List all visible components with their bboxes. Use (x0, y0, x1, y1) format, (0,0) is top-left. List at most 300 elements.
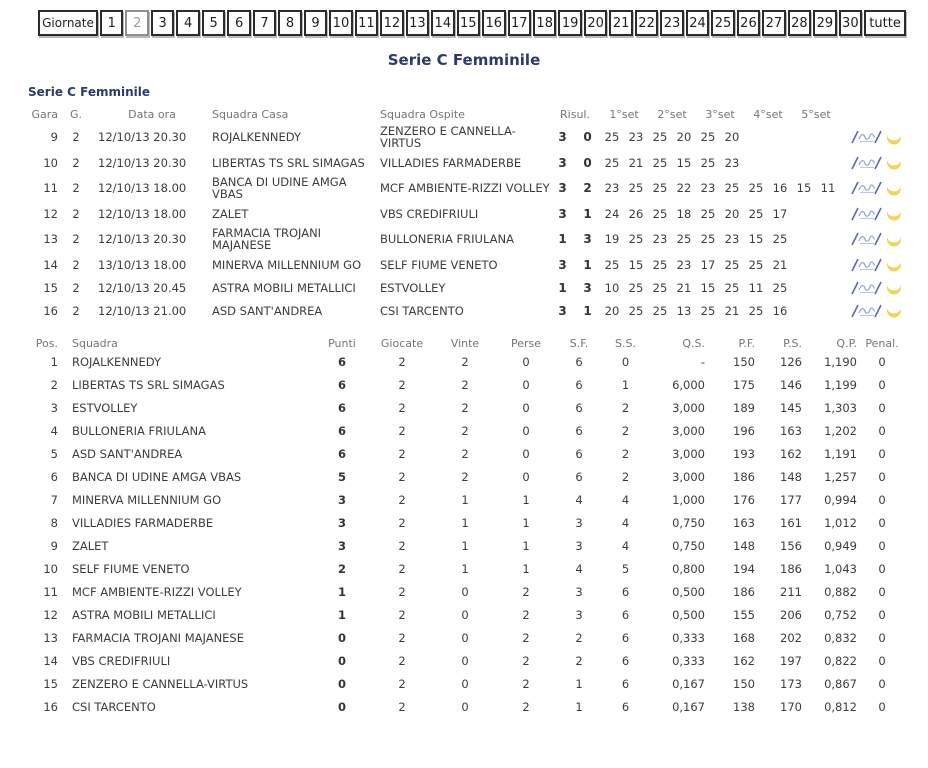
team-won: 2 (461, 400, 469, 415)
team-points-quotient: 0,867 (824, 676, 857, 691)
giornata-button[interactable]: 5 (202, 10, 225, 36)
set-score: 25 (772, 280, 788, 295)
match-giornata: 2 (72, 206, 80, 221)
team-sets-against: 5 (621, 561, 630, 576)
team-points: 1 (337, 584, 346, 599)
team-name: ZALET (72, 538, 109, 553)
away-team: ESTVOLLEY (380, 280, 446, 295)
match-datetime: 13/10/13 18.00 (98, 257, 187, 272)
team-name: BANCA DI UDINE AMGA VBAS (72, 469, 242, 484)
giornate-all-button[interactable]: tutte (864, 10, 906, 36)
set-score: 25 (700, 206, 716, 221)
result-home: 3 (558, 206, 567, 221)
team-sets-against: 2 (621, 469, 630, 484)
match-row (28, 227, 908, 251)
giornata-button[interactable]: 30 (839, 10, 862, 36)
team-points-for: 150 (733, 676, 755, 691)
team-points-quotient: 0,822 (824, 653, 857, 668)
team-played: 2 (398, 354, 406, 369)
team-points-quotient: 1,043 (824, 561, 857, 576)
team-points-quotient: 1,257 (824, 469, 857, 484)
team-points-against: 177 (780, 492, 802, 507)
team-lost: 2 (522, 653, 530, 668)
giornata-button[interactable]: 13 (406, 10, 429, 36)
team-lost: 0 (522, 377, 530, 392)
team-points-against: 170 (780, 699, 802, 714)
match-datetime: 12/10/13 20.45 (98, 280, 187, 295)
result-home: 3 (558, 155, 567, 170)
result-home: 1 (558, 232, 567, 246)
team-lost: 0 (522, 354, 530, 369)
team-points-quotient: 0,752 (824, 607, 857, 622)
header-qs: Q.S. (682, 337, 705, 350)
standings-row (28, 373, 913, 396)
team-points-for: 148 (733, 538, 755, 553)
team-position: 14 (43, 653, 58, 668)
header-sf: S.F. (569, 337, 589, 350)
giornata-button[interactable]: 8 (278, 10, 301, 36)
match-number: 10 (43, 155, 58, 170)
report-icon[interactable] (849, 156, 883, 170)
team-lost: 1 (522, 538, 530, 553)
team-sets-for: 6 (575, 400, 583, 415)
team-sets-for: 3 (575, 607, 583, 622)
team-position: 1 (50, 354, 58, 369)
team-position: 13 (43, 630, 58, 645)
set-score: 25 (652, 155, 668, 170)
standings-row (28, 534, 913, 557)
set-score: 25 (604, 155, 620, 170)
giornata-button[interactable]: 21 (609, 10, 632, 36)
match-datetime: 12/10/13 18.00 (98, 206, 187, 221)
result-away: 0 (583, 155, 592, 170)
match-number: 12 (43, 206, 58, 221)
team-set-quotient: 3,000 (672, 446, 705, 461)
team-lost: 2 (522, 607, 530, 622)
giornata-button[interactable]: 24 (686, 10, 709, 36)
team-name: ESTVOLLEY (72, 400, 138, 415)
team-played: 2 (398, 699, 406, 714)
team-penalties: 0 (878, 469, 886, 484)
giornata-button[interactable]: 3 (151, 10, 174, 36)
team-set-quotient: 3,000 (672, 400, 705, 415)
team-penalties: 0 (878, 561, 886, 576)
team-points: 6 (337, 354, 346, 369)
team-name: ROJALKENNEDY (72, 354, 162, 369)
set-score: 10 (604, 280, 620, 295)
team-sets-against: 4 (621, 492, 630, 507)
match-icons (840, 232, 902, 247)
giornata-button[interactable]: 26 (737, 10, 760, 36)
match-number: 16 (43, 303, 58, 318)
away-team: BULLONERIA FRIULANA (380, 232, 514, 246)
set-score: 18 (676, 206, 692, 221)
team-played: 2 (398, 676, 406, 691)
results-table (28, 108, 908, 320)
team-set-quotient: 3,000 (672, 423, 705, 438)
team-name: FARMACIA TROJANI MAJANESE (72, 630, 245, 645)
team-penalties: 0 (878, 515, 886, 530)
set-score: 25 (652, 303, 668, 318)
team-sets-against: 6 (621, 584, 630, 599)
header-set1: 1°set (609, 108, 639, 121)
volleyball-icon (886, 280, 902, 295)
match-row (28, 278, 908, 297)
match-row (28, 125, 908, 149)
header-data-ora: Data ora (128, 108, 176, 121)
team-lost: 0 (522, 446, 530, 461)
set-score: 25 (652, 130, 668, 144)
giornata-button[interactable]: 18 (533, 10, 556, 36)
set-score: 23 (724, 232, 740, 246)
away-team: SELF FIUME VENETO (380, 257, 498, 272)
set-score: 24 (604, 206, 620, 221)
team-lost: 1 (522, 492, 530, 507)
header-giocate: Giocate (380, 337, 424, 350)
results-header-row (28, 108, 908, 121)
team-won: 2 (461, 423, 469, 438)
team-points: 0 (337, 630, 346, 645)
set-score: 17 (772, 206, 788, 221)
team-played: 2 (398, 469, 406, 484)
team-set-quotient: 0,167 (672, 676, 705, 691)
team-name: VILLADIES FARMADERBE (72, 515, 214, 530)
team-points-against: 206 (780, 607, 802, 622)
report-icon[interactable] (849, 232, 883, 246)
set-score: 15 (676, 155, 692, 170)
report-icon[interactable] (849, 207, 883, 221)
giornata-button[interactable]: 25 (711, 10, 734, 36)
away-team: VILLADIES FARMADERBE (380, 155, 522, 170)
match-number: 11 (43, 181, 58, 195)
header-squadra-casa: Squadra Casa (212, 107, 289, 121)
set-score: 25 (700, 130, 716, 144)
team-points: 6 (337, 423, 346, 438)
team-sets-for: 1 (575, 676, 583, 691)
set-score: 23 (724, 155, 740, 170)
team-sets-against: 4 (621, 538, 630, 553)
team-position: 12 (43, 607, 58, 622)
team-played: 2 (398, 400, 406, 415)
team-name: ZENZERO E CANNELLA-VIRTUS (72, 676, 249, 691)
set-score: 25 (724, 181, 740, 195)
set-score: 15 (796, 181, 812, 195)
set-score: 15 (748, 232, 764, 246)
team-sets-for: 6 (575, 423, 583, 438)
set-score: 23 (676, 257, 692, 272)
report-icon[interactable] (849, 281, 883, 295)
team-sets-for: 2 (575, 653, 583, 668)
standings-row (28, 626, 913, 649)
team-position: 10 (43, 561, 58, 576)
team-points-for: 163 (733, 515, 755, 530)
team-lost: 0 (522, 423, 530, 438)
giornata-button[interactable]: 14 (431, 10, 454, 36)
team-position: 5 (50, 446, 58, 461)
team-sets-against: 2 (621, 423, 630, 438)
team-points: 0 (337, 699, 346, 714)
match-giornata: 2 (72, 181, 80, 195)
header-perse: Perse (510, 337, 542, 350)
team-played: 2 (398, 377, 406, 392)
set-score: 25 (748, 257, 764, 272)
header-qp: Q.P. (836, 337, 857, 350)
team-played: 2 (398, 653, 406, 668)
team-points-for: 189 (733, 400, 755, 415)
set-score: 23 (652, 232, 668, 246)
header-set5: 5°set (801, 108, 831, 121)
giornata-button[interactable]: 28 (788, 10, 811, 36)
set-score: 25 (604, 257, 620, 272)
team-points-quotient: 1,191 (824, 446, 857, 461)
team-points-for: 176 (733, 492, 755, 507)
team-sets-for: 6 (575, 354, 583, 369)
match-giornata: 2 (72, 303, 80, 318)
volleyball-icon (886, 232, 902, 247)
set-score: 21 (772, 257, 788, 272)
set-score: 16 (772, 303, 788, 318)
set-score: 11 (748, 280, 764, 295)
team-lost: 2 (522, 699, 530, 714)
set-score: 20 (724, 130, 740, 144)
header-gara: Gara (31, 108, 58, 121)
team-sets-for: 3 (575, 538, 583, 553)
report-icon[interactable] (849, 181, 883, 195)
giornata-button[interactable]: 4 (176, 10, 199, 36)
giornata-button[interactable]: 16 (482, 10, 505, 36)
team-points-against: 146 (780, 377, 802, 392)
team-points-against: 126 (780, 354, 802, 369)
away-team: ZENZERO E CANNELLA-VIRTUS (380, 124, 516, 150)
match-icons (840, 303, 902, 318)
giornata-button[interactable]: 19 (558, 10, 581, 36)
match-giornata: 2 (72, 257, 80, 272)
team-points: 6 (337, 446, 346, 461)
section-title: Serie C Femminile (28, 85, 150, 99)
team-position: 4 (50, 423, 58, 438)
match-datetime: 12/10/13 20.30 (98, 232, 187, 246)
team-penalties: 0 (878, 630, 886, 645)
standings-row (28, 580, 913, 603)
team-played: 2 (398, 446, 406, 461)
giornate-label: Giornate (38, 10, 98, 36)
team-points: 6 (337, 400, 346, 415)
team-name: ASD SANT'ANDREA (72, 446, 183, 461)
team-won: 0 (461, 584, 469, 599)
team-sets-for: 6 (575, 446, 583, 461)
header-vinte: Vinte (450, 337, 480, 350)
standings-row (28, 396, 913, 419)
team-position: 6 (50, 469, 58, 484)
result-away: 0 (583, 130, 592, 144)
team-points-against: 161 (780, 515, 802, 530)
result-away: 3 (583, 280, 592, 295)
team-points-quotient: 1,199 (824, 377, 857, 392)
result-away: 1 (583, 303, 592, 318)
giornata-button[interactable]: 17 (508, 10, 531, 36)
team-points: 5 (337, 469, 346, 484)
team-set-quotient: 0,800 (672, 561, 705, 576)
team-sets-for: 4 (575, 561, 583, 576)
team-points-quotient: 0,882 (824, 584, 857, 599)
match-row (28, 255, 908, 274)
set-score: 25 (724, 280, 740, 295)
match-row (28, 301, 908, 320)
team-points-against: 162 (780, 446, 802, 461)
team-penalties: 0 (878, 400, 886, 415)
giornata-button[interactable]: 7 (253, 10, 276, 36)
standings-row (28, 649, 913, 672)
report-icon[interactable] (849, 130, 883, 144)
header-pf: P.F. (738, 337, 755, 350)
page-title: Serie C Femminile (387, 51, 541, 69)
team-position: 7 (50, 492, 58, 507)
result-away: 1 (583, 257, 592, 272)
match-number: 9 (50, 130, 58, 144)
match-datetime: 12/10/13 21.00 (98, 303, 187, 318)
team-points-quotient: 1,202 (824, 423, 857, 438)
set-score: 25 (652, 181, 668, 195)
team-points: 0 (337, 676, 346, 691)
giornata-button[interactable]: 12 (380, 10, 403, 36)
set-score: 19 (604, 232, 620, 246)
team-set-quotient: 3,000 (672, 469, 705, 484)
team-won: 0 (461, 699, 469, 714)
team-played: 2 (398, 538, 406, 553)
team-sets-for: 6 (575, 469, 583, 484)
team-position: 11 (43, 584, 58, 599)
set-score: 20 (604, 303, 620, 318)
giornata-button[interactable]: 1 (100, 10, 123, 36)
header-risultato: Risul. (560, 108, 590, 121)
set-score: 11 (820, 181, 836, 195)
standings-table (28, 337, 913, 718)
giornata-button[interactable]: 27 (762, 10, 785, 36)
team-won: 0 (461, 653, 469, 668)
team-sets-against: 6 (621, 653, 630, 668)
team-sets-for: 1 (575, 699, 583, 714)
team-name: SELF FIUME VENETO (72, 561, 190, 576)
team-won: 2 (461, 354, 469, 369)
home-team: ZALET (212, 206, 249, 221)
volleyball-icon (886, 206, 902, 221)
giornata-button[interactable]: 10 (329, 10, 352, 36)
team-sets-against: 6 (621, 676, 630, 691)
giornata-button[interactable]: 23 (660, 10, 683, 36)
giornata-button[interactable]: 15 (457, 10, 480, 36)
volleyball-icon (886, 130, 902, 145)
set-score: 23 (700, 181, 716, 195)
match-icons (840, 257, 902, 272)
giornata-button[interactable]: 2 (125, 10, 148, 36)
set-score: 21 (724, 303, 740, 318)
team-won: 2 (461, 377, 469, 392)
giornata-button[interactable]: 22 (635, 10, 658, 36)
team-won: 1 (461, 561, 469, 576)
team-lost: 1 (522, 561, 530, 576)
set-score: 25 (628, 181, 644, 195)
set-score: 20 (676, 130, 692, 144)
set-score: 25 (628, 280, 644, 295)
set-score: 25 (676, 232, 692, 246)
team-points-quotient: 0,812 (824, 699, 857, 714)
team-points-against: 173 (780, 676, 802, 691)
team-sets-against: 6 (621, 699, 630, 714)
set-score: 25 (700, 155, 716, 170)
giornata-button[interactable]: 6 (227, 10, 250, 36)
standings-row (28, 465, 913, 488)
team-won: 1 (461, 492, 469, 507)
giornata-button[interactable]: 29 (813, 10, 836, 36)
team-points: 3 (337, 492, 346, 507)
team-sets-against: 2 (621, 400, 630, 415)
team-set-quotient: 0,750 (672, 538, 705, 553)
home-team: FARMACIA TROJANI MAJANESE (212, 226, 322, 252)
result-home: 3 (558, 130, 567, 144)
team-sets-against: 2 (621, 446, 630, 461)
team-points-against: 156 (780, 538, 802, 553)
team-points-for: 186 (733, 469, 755, 484)
match-icons (840, 280, 902, 295)
set-score: 25 (652, 206, 668, 221)
team-set-quotient: - (700, 354, 705, 369)
team-position: 8 (50, 515, 58, 530)
set-score: 26 (628, 206, 644, 221)
team-points-against: 145 (780, 400, 802, 415)
standings-row (28, 350, 913, 373)
match-row (28, 153, 908, 172)
team-points: 6 (337, 377, 346, 392)
giornata-button[interactable]: 11 (355, 10, 378, 36)
team-played: 2 (398, 630, 406, 645)
away-team: VBS CREDIFRIULI (380, 206, 479, 221)
team-name: ASTRA MOBILI METALLICI (72, 607, 216, 622)
home-team: ASTRA MOBILI METALLICI (212, 280, 356, 295)
team-set-quotient: 0,500 (672, 607, 705, 622)
header-ps: P.S. (783, 337, 802, 350)
team-points-against: 202 (780, 630, 802, 645)
team-points-against: 197 (780, 653, 802, 668)
volleyball-icon (886, 303, 902, 318)
set-score: 25 (772, 232, 788, 246)
match-number: 14 (43, 257, 58, 272)
team-points-quotient: 0,832 (824, 630, 857, 645)
team-sets-for: 6 (575, 377, 583, 392)
team-points-for: 168 (733, 630, 755, 645)
standings-row (28, 442, 913, 465)
team-points: 3 (337, 515, 346, 530)
match-giornata: 2 (72, 155, 80, 170)
team-points-against: 211 (780, 584, 802, 599)
team-position: 2 (50, 377, 58, 392)
team-set-quotient: 0,750 (672, 515, 705, 530)
team-position: 3 (50, 400, 58, 415)
team-position: 16 (43, 699, 58, 714)
home-team: ROJALKENNEDY (212, 130, 302, 144)
giornata-button[interactable]: 9 (304, 10, 327, 36)
standings-row (28, 511, 913, 534)
set-score: 25 (604, 130, 620, 144)
header-g: G. (69, 108, 83, 121)
team-penalties: 0 (878, 699, 886, 714)
match-row (28, 204, 908, 223)
report-icon[interactable] (849, 258, 883, 272)
result-away: 2 (583, 181, 592, 195)
team-set-quotient: 6,000 (672, 377, 705, 392)
team-points-for: 196 (733, 423, 755, 438)
giornata-button[interactable]: 20 (584, 10, 607, 36)
report-icon[interactable] (849, 304, 883, 318)
